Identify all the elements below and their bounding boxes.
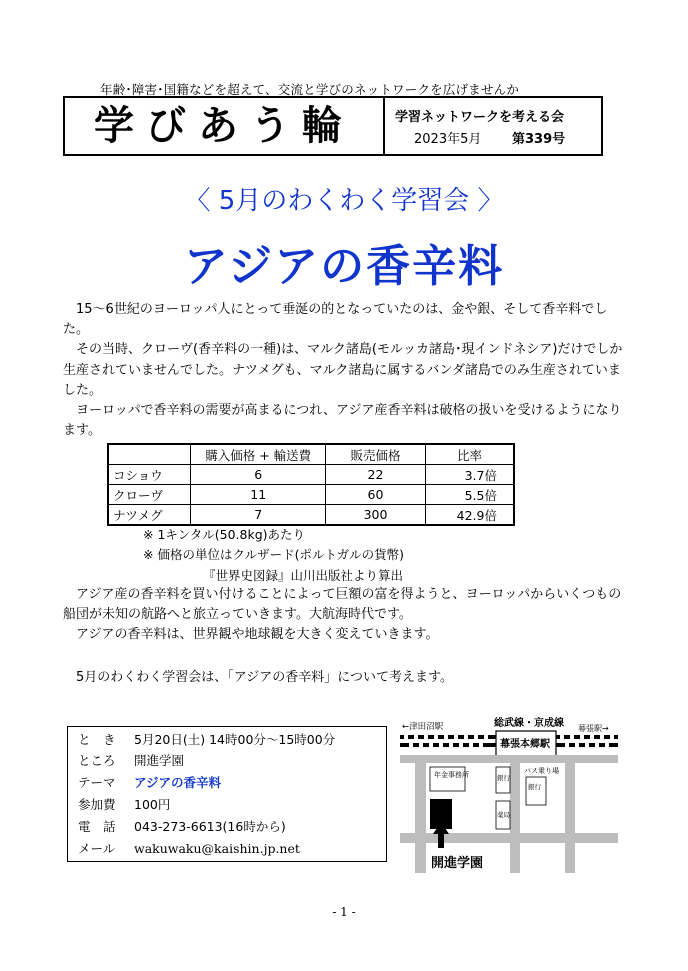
- table-cell: 7: [191, 505, 326, 526]
- info-label: メール: [78, 841, 116, 856]
- event-fee: 100円: [134, 797, 171, 812]
- event-info-box: [67, 726, 387, 862]
- table-header: 購入価格 + 輸送費: [191, 444, 326, 465]
- paragraph: ヨーロッパで香辛料の需要が高まるにつれ、アジア産香辛料は破格の扱いを受けるようになります。: [63, 403, 622, 439]
- paragraph: アジアの香辛料は、世界観や地球観を大きく変えていきます。: [76, 627, 439, 643]
- map-label-makuhari: 幕張駅→: [578, 724, 609, 733]
- organization-name: 学習ネットワークを考える会: [395, 110, 565, 125]
- table-cell: 300: [326, 505, 426, 526]
- map-label-bank-2: 銀行: [528, 783, 541, 791]
- page-number: - 1 -: [332, 905, 356, 919]
- table-cell: 22: [326, 465, 426, 485]
- map-label-pharmacy: 薬局: [497, 811, 510, 819]
- table-cell: 3.7倍: [425, 465, 514, 485]
- table-cell: 42.9倍: [425, 505, 514, 526]
- table-cell: クローヴ: [108, 485, 191, 505]
- event-heading: 〈 5月のわくわく学習会 〉: [184, 186, 504, 216]
- tagline: 年齢･障害･国籍などを超えて、交流と学びのネットワークを広げませんか: [100, 82, 520, 97]
- issue-date: 2023年5月: [414, 132, 482, 147]
- announcement: 5月のわくわく学習会は、「アジアの香辛料」について考えます。: [76, 670, 453, 685]
- map-label-pension: 年金事務所: [434, 771, 469, 779]
- bank-building-2: [526, 777, 546, 805]
- intro-text: [63, 300, 623, 441]
- table-cell: コショウ: [108, 465, 191, 485]
- closing-text: [63, 585, 623, 646]
- map-label-railway: 総武線・京成線: [494, 718, 564, 729]
- paragraph: 15～6世紀のヨーロッパ人にとって垂涎の的となっていたのは、金や銀、そして香辛料でした。: [63, 302, 608, 338]
- event-place: 開進学園: [134, 753, 185, 768]
- contact-email[interactable]: wakuwaku@kaishin.jp.net: [134, 841, 300, 856]
- map-label-tsudanuma: ←津田沼駅: [402, 722, 444, 732]
- table-cell: 60: [326, 485, 426, 505]
- info-label: と き: [78, 732, 116, 747]
- table-cell: ナツメグ: [108, 505, 191, 526]
- info-label: テーマ: [78, 775, 116, 790]
- info-label: 電 話: [78, 819, 116, 834]
- table-row: [108, 485, 514, 505]
- map-label-bus: バス乗り場: [524, 767, 559, 775]
- table-row: [108, 505, 514, 526]
- paragraph: アジア産の香辛料を買い付けることによって巨額の富を得ようと、ヨーロッパからいくつもの船団が未知の航路へと旅立っていきます。大航海時代です。: [63, 587, 622, 623]
- main-title: アジアの香辛料: [183, 241, 505, 292]
- note: ※ 1キンタル(50.8kg)あたり: [143, 527, 306, 542]
- table-row: [108, 465, 514, 485]
- table-cell: 11: [191, 485, 326, 505]
- table-cell: 5.5倍: [425, 485, 514, 505]
- source-citation: 『世界史図録』山川出版社より算出: [203, 568, 404, 583]
- table-header: 販売価格: [326, 444, 426, 465]
- note: ※ 価格の単位はクルザード(ポルトガルの貨幣): [143, 547, 404, 562]
- paragraph: その当時、クローヴ(香辛料の一種)は、マルク諸島(モルッカ諸島･現インドネシア)だけでしか生産されていませんでした。ナツメグも、マルク諸島に属するバンダ諸島でのみ生産されていました。: [63, 342, 623, 398]
- table-header-row: [108, 444, 514, 465]
- event-theme: アジアの香辛料: [134, 775, 222, 790]
- table-cell: 6: [191, 465, 326, 485]
- access-map: [400, 717, 618, 873]
- masthead-title: 学びあう輪: [65, 98, 385, 154]
- table-header: [108, 444, 191, 465]
- info-label: ところ: [78, 753, 116, 768]
- info-label: 参加費: [78, 797, 116, 812]
- contact-phone: 043-273-6613(16時から): [134, 819, 286, 834]
- masthead: [63, 96, 603, 156]
- map-label-station: 幕張本郷駅: [500, 739, 550, 750]
- map-label-bank: 銀行: [497, 774, 510, 782]
- table-header: 比率: [425, 444, 514, 465]
- table-notes: [143, 525, 404, 565]
- issue-number: 第339号: [512, 132, 566, 147]
- event-time: 5月20日(土) 14時00分～15時00分: [134, 732, 336, 747]
- price-table: [107, 443, 515, 526]
- map-label-school: 開進学園: [431, 856, 484, 871]
